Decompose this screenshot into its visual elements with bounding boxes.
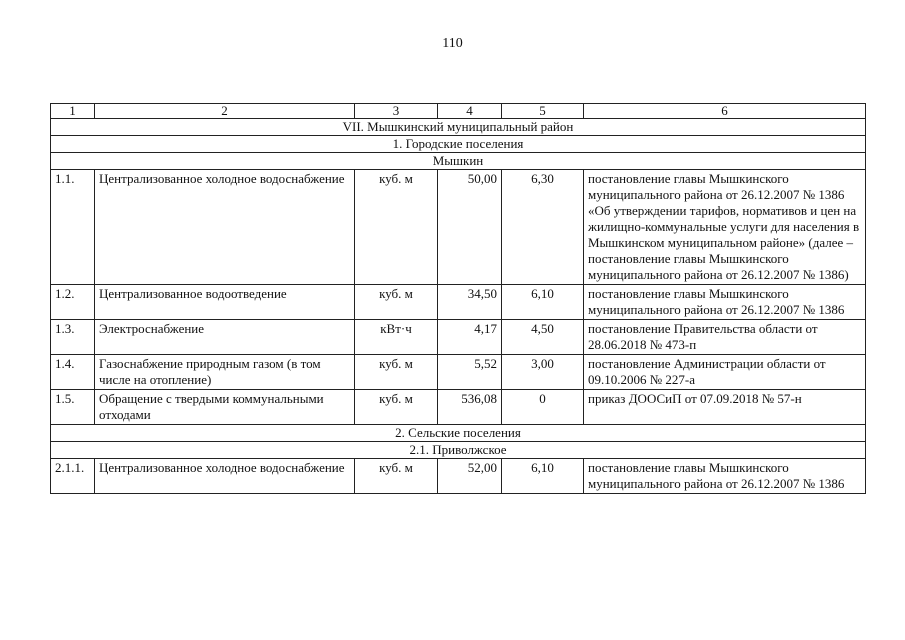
service-name: Обращение с твердыми коммунальными отходами — [95, 390, 355, 425]
unit: кВт·ч — [355, 320, 438, 355]
rate-value: 4,50 — [502, 320, 584, 355]
section-row — [51, 136, 866, 153]
legal-document: постановление главы Мышкинского муниципального района от 26.12.2007 № 1386 — [584, 459, 866, 494]
legal-document: постановление главы Мышкинского муниципального района от 26.12.2007 № 1386 — [584, 285, 866, 320]
table-row — [51, 320, 866, 355]
norm-value: 4,17 — [438, 320, 502, 355]
rate-value: 6,10 — [502, 285, 584, 320]
unit: куб. м — [355, 459, 438, 494]
table-row — [51, 390, 866, 425]
legal-document: постановление Администрации области от 09.10.2006 № 227-а — [584, 355, 866, 390]
service-name: Газоснабжение природным газом (в том числе на отопление) — [95, 355, 355, 390]
rate-value: 0 — [502, 390, 584, 425]
row-number: 1.4. — [51, 355, 95, 390]
row-number: 1.1. — [51, 170, 95, 285]
column-number-6: 6 — [584, 104, 866, 119]
table-row — [51, 170, 866, 285]
section-row — [51, 119, 866, 136]
rural-settlements-title: 2. Сельские поселения — [51, 425, 866, 442]
table-row — [51, 285, 866, 320]
rate-value: 6,30 — [502, 170, 584, 285]
norm-value: 52,00 — [438, 459, 502, 494]
column-number-1: 1 — [51, 104, 95, 119]
service-name: Централизованное холодное водоснабжение — [95, 459, 355, 494]
legal-document: постановление Правительства области от 28.06.2018 № 473-п — [584, 320, 866, 355]
tariff-table — [50, 103, 866, 494]
town-title: Мышкин — [51, 153, 866, 170]
rate-value: 6,10 — [502, 459, 584, 494]
service-name: Электроснабжение — [95, 320, 355, 355]
row-number: 1.2. — [51, 285, 95, 320]
unit: куб. м — [355, 390, 438, 425]
column-number-4: 4 — [438, 104, 502, 119]
norm-value: 5,52 — [438, 355, 502, 390]
column-number-row — [51, 104, 866, 119]
row-number: 1.3. — [51, 320, 95, 355]
service-name: Централизованное холодное водоснабжение — [95, 170, 355, 285]
norm-value: 536,08 — [438, 390, 502, 425]
table-row — [51, 459, 866, 494]
page-number: 110 — [442, 36, 463, 51]
section-row — [51, 425, 866, 442]
urban-settlements-title: 1. Городские поселения — [51, 136, 866, 153]
row-number: 2.1.1. — [51, 459, 95, 494]
section-row — [51, 153, 866, 170]
unit: куб. м — [355, 170, 438, 285]
unit: куб. м — [355, 355, 438, 390]
legal-document: постановление главы Мышкинского муниципального района от 26.12.2007 № 1386 «Об утверждении тарифов, нормативов и цен на жилищно-коммунальные услуги для населения в Мышкинском муниципальном районе» (далее – постановление главы Мышкинского муниципального района от 26.12.2007 № 1386) — [584, 170, 866, 285]
column-number-5: 5 — [502, 104, 584, 119]
district-title: VII. Мышкинский муниципальный район — [51, 119, 866, 136]
rate-value: 3,00 — [502, 355, 584, 390]
service-name: Централизованное водоотведение — [95, 285, 355, 320]
column-number-3: 3 — [355, 104, 438, 119]
section-row — [51, 442, 866, 459]
legal-document: приказ ДООСиП от 07.09.2018 № 57-н — [584, 390, 866, 425]
row-number: 1.5. — [51, 390, 95, 425]
unit: куб. м — [355, 285, 438, 320]
norm-value: 34,50 — [438, 285, 502, 320]
norm-value: 50,00 — [438, 170, 502, 285]
column-number-2: 2 — [95, 104, 355, 119]
table-row — [51, 355, 866, 390]
rural-subsection-title: 2.1. Приволжское — [51, 442, 866, 459]
